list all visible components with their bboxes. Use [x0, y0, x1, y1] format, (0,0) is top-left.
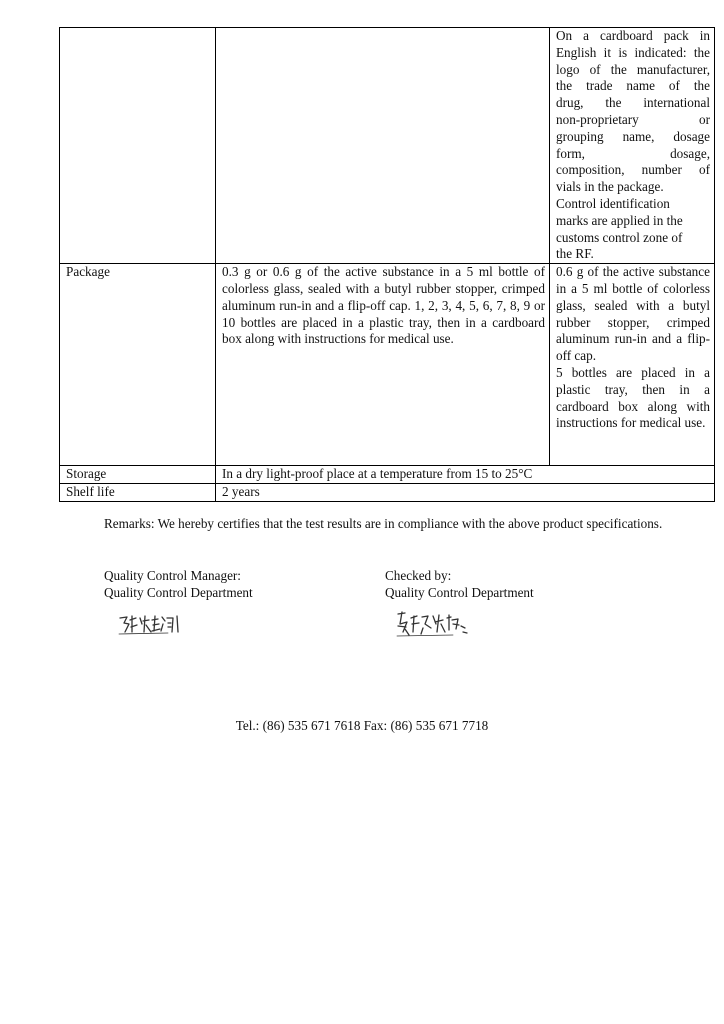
shelf-life-label: Shelf life — [60, 483, 216, 501]
contact-footer: Tel.: (86) 535 671 7618 Fax: (86) 535 671 7718 — [235, 718, 489, 733]
package-label: Package — [60, 264, 216, 466]
labeling-line: vials in the package. — [556, 179, 664, 195]
labeling-line: the trade name of the — [556, 78, 710, 94]
checker-department: Quality Control Department — [385, 585, 534, 600]
storage-label: Storage — [60, 466, 216, 484]
labeling-line: customs control zone of — [556, 229, 683, 245]
labeling-cell — [550, 28, 715, 264]
handwritten-signature-right — [395, 610, 471, 638]
package-actual-cell — [550, 264, 715, 466]
labeling-line: Control identification — [556, 195, 670, 211]
labeling-line: marks are applied in the — [556, 212, 683, 228]
row-label-cell — [60, 28, 216, 264]
handwritten-signature-left — [118, 612, 186, 636]
labeling-line: the RF. — [556, 246, 594, 262]
manager-department: Quality Control Department — [104, 585, 253, 600]
labeling-line: composition, number of — [556, 162, 710, 178]
remarks-text: Remarks: We hereby certifies that the test results are in compliance with the above product specifications. — [104, 516, 663, 531]
labeling-text-justified — [556, 28, 710, 179]
labeling-line: English it is indicated: the — [556, 44, 710, 60]
package-actual-text-2: 5 bottles are placed in a plastic tray, then in a cardboard box along with instructions for medical use. — [556, 364, 710, 431]
labeling-line: grouping name, dosage — [556, 128, 710, 144]
manager-title: Quality Control Manager: — [104, 568, 241, 583]
package-spec-text: 0.3 g or 0.6 g of the active substance in a 5 ml bottle of colorless glass, sealed with a butyl rubber stopper, crimped aluminum run-in and a flip-off cap. 1, 2, 3, 4, 5, 6, 7, 8, 9 or 10 bottles are placed in a plastic tray, then in a cardboard box along with instructions for medical use. — [216, 264, 550, 466]
shelf-life-value: 2 years — [216, 483, 715, 501]
labeling-line: drug, the international — [556, 95, 710, 111]
table-row-shelf-life — [60, 483, 715, 501]
checker-title: Checked by: — [385, 568, 452, 583]
row-value-cell — [216, 28, 550, 264]
storage-value: In a dry light-proof place at a temperature from 15 to 25°C — [216, 466, 715, 484]
table-row-package — [60, 264, 715, 466]
labeling-text-left — [556, 179, 710, 263]
package-actual-text: 0.6 g of the active substance in a 5 ml bottle of colorless glass, sealed with a butyl rubber stopper, crimped aluminum run-in and a flip-off cap. — [556, 264, 710, 364]
signature-block-left — [104, 567, 253, 601]
specification-table — [59, 27, 715, 502]
labeling-line: form, dosage, — [556, 145, 710, 161]
labeling-line: non-proprietary or — [556, 111, 710, 127]
labeling-line: logo of the manufacturer, — [556, 61, 710, 77]
table-row-continued — [60, 28, 715, 264]
table-row-storage — [60, 466, 715, 484]
signature-block-right — [385, 567, 534, 601]
labeling-line: On a cardboard pack in — [556, 28, 710, 43]
